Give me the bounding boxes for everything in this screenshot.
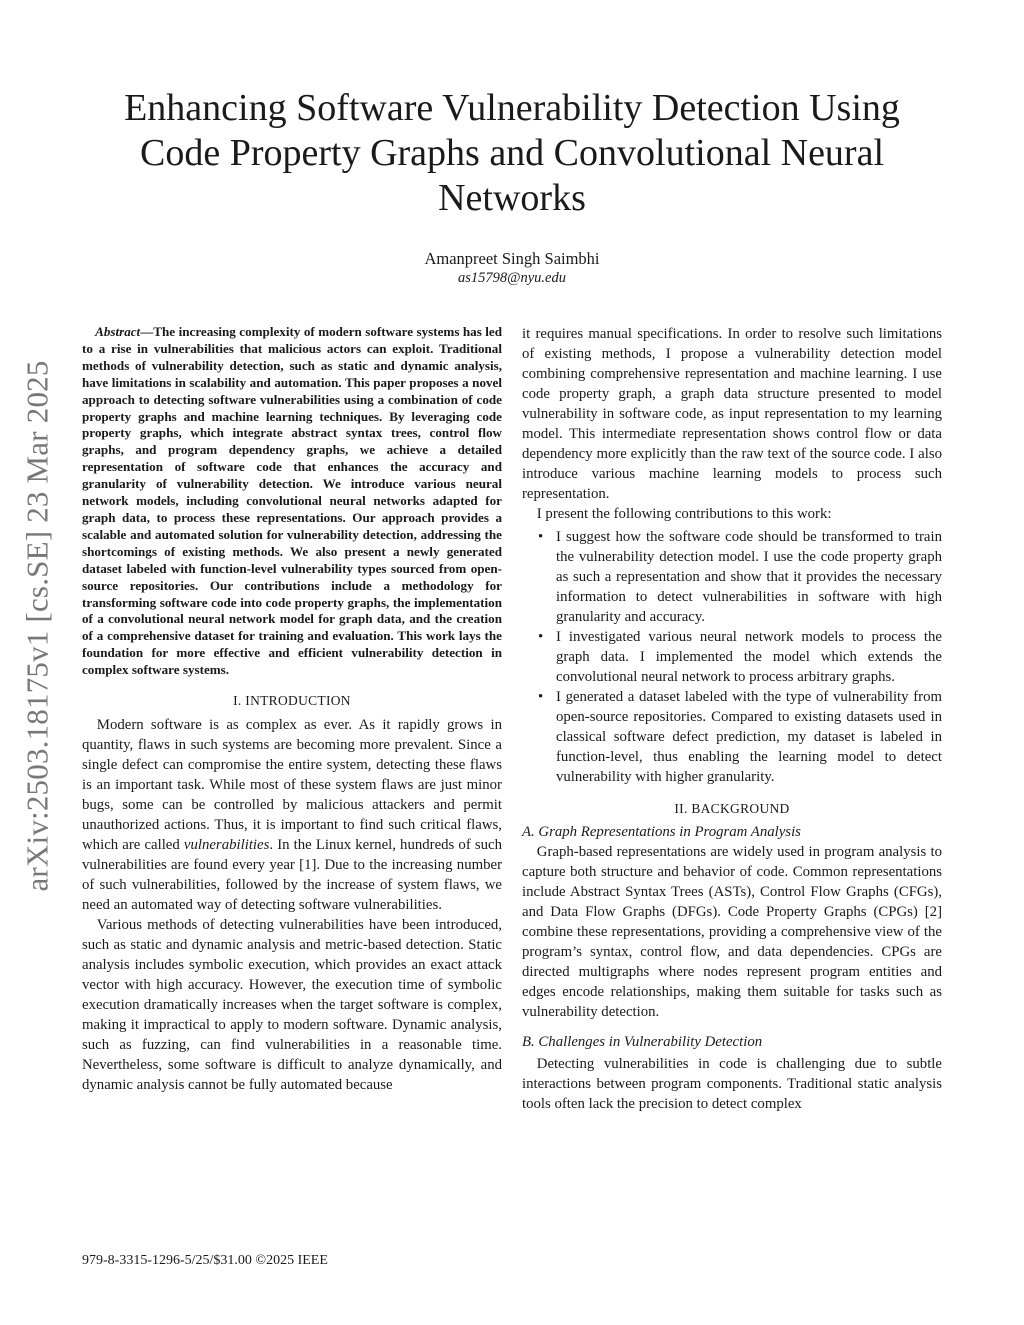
- background-paragraph-b: Detecting vulnerabilities in code is challenging due to subtle interactions between program components. Traditional static analysis tools often lack the precision to detect complex: [522, 1056, 942, 1112]
- contribution-text: I investigated various neural network models to process the graph data. I implemented the model which extends the convolutional neural network to process arbitrary graphs.: [556, 629, 942, 685]
- list-item: [538, 627, 942, 687]
- bullet-icon: •: [538, 529, 544, 545]
- contributions-list: [522, 527, 942, 787]
- subsection-heading-b: B. Challenges in Vulnerability Detection: [522, 1034, 763, 1050]
- arxiv-identifier-stamp: [4, 320, 72, 932]
- author-block: [212, 248, 812, 288]
- section-heading-introduction: I. INTRODUCTION: [233, 693, 351, 709]
- intro-p1-end: . In the Linux kernel, hundreds of such vulnerabilities are found every year [1]. Due to the increasing number of such vulnerabilities, followed by the increase of system flaws, we need an automated way of detecting software vulnerabilities.: [82, 837, 502, 914]
- contribution-text: I suggest how the software code should be transformed to train the vulnerability detection model. I use the code property graph as such a representation and show that it provides the necessary information to detect vulnerabilities in software with high granularity and accuracy.: [556, 529, 942, 625]
- intro-paragraph-2-continued: it requires manual specifications. In order to resolve such limitations of existing methods, I propose a vulnerability detection model combining comprehensive representation and machine learning. I use code property graph, a graph data structure presented to model vulnerability in software code, as input representation to my learning model. This intermediate representation shows control flow or data dependency more explicitly than the raw text of the source code. I also introduce various machine learning models to process such representation.: [522, 326, 942, 502]
- intro-p1-start: Modern software is as complex as ever. As it rapidly grows in quantity, flaws in such systems are becoming more prevalent. Since a single defect can compromise the entire system, detecting these flaws is an important task. While most of these system flaws are just minor bugs, some can be controlled by malicious attackers and permit unauthorized actions. Thus, it is important to find such critical flaws, which are called: [82, 717, 502, 854]
- list-item: [538, 527, 942, 627]
- contribution-text: I generated a dataset labeled with the type of vulnerability from open-source repositories. Compared to existing datasets used in classical software defect prediction, my dataset is labeled in function-level, thus enabling the learning model to detect vulnerability with higher granularity.: [556, 689, 942, 785]
- section-heading-background: II. BACKGROUND: [674, 801, 790, 816]
- bullet-icon: •: [538, 689, 544, 705]
- subsection-heading-a: A. Graph Representations in Program Analysis: [522, 824, 801, 840]
- arxiv-id-text: arXiv:2503.18175v1 [cs.SE] 23 Mar 2025: [20, 360, 55, 892]
- author-email: as15798@nyu.edu: [458, 270, 566, 286]
- footer-copyright: 979-8-3315-1296-5/25/$31.00 ©2025 IEEE: [82, 1253, 328, 1268]
- list-item: [538, 687, 942, 787]
- left-column: [82, 324, 502, 1095]
- abstract-text: The increasing complexity of modern software systems has led to a rise in vulnerabilities that malicious actors can exploit. Traditional methods of vulnerability detection, such as static and dynamic analysis, have limitations in scalability and automation. This paper proposes a novel approach to detecting software vulnerabilities using a combination of code property graphs and machine learning techniques. By leveraging code property graphs, which integrate abstract syntax trees, control flow graphs, and program dependency graphs, we achieve a detailed representation of software code that enhances the accuracy and granularity of vulnerability detection. We introduce various neural network models, including convolutional neural networks adapted for graph data, to process these representations. Our approach provides a scalable and automated solution for vulnerability detection, addressing the shortcomings of existing methods. We also present a newly generated dataset labeled with function-level vulnerability types sourced from open-source repositories. Our contributions include a methodology for transforming software code into code property graphs, the implementation of a convolutional neural network model for graph data, and the creation of a comprehensive dataset for training and evaluation. This work lays the foundation for more effective and efficient vulnerability detection in complex software systems.: [82, 324, 502, 678]
- abstract-label: Abstract—: [95, 324, 154, 339]
- right-column: [522, 324, 942, 1114]
- intro-p1-emphasis: vulnerabilities: [183, 837, 270, 854]
- intro-paragraph-1: [82, 715, 502, 915]
- intro-paragraph-3: I present the following contributions to this work:: [536, 506, 832, 522]
- intro-paragraph-2: Various methods of detecting vulnerabilities have been introduced, such as static and dynamic analysis and metric-based detection. Static analysis includes symbolic execution, which provides an exact attack vector with high accuracy. However, the execution time of symbolic execution dramatically increases when the target software is complex, making it impractical to apply to modern software. Dynamic analysis, such as fuzzing, can find vulnerabilities in a reasonable time. Nevertheless, some software is difficult to analyze dynamically, and dynamic analysis cannot be fully automated because: [82, 917, 502, 1094]
- abstract: [82, 324, 502, 679]
- background-paragraph-a: Graph-based representations are widely used in program analysis to capture both structure and behavior of code. Common representations include Abstract Syntax Trees (ASTs), Control Flow Graphs (CFGs), and Data Flow Graphs (DFGs). Code Property Graphs (CPGs) [2] combine these representations, providing a comprehensive view of the program’s syntax, control flow, and data dependencies. CPGs are directed multigraphs where nodes represent program entities and edges encode relationships, making them suitable for tasks such as vulnerability detection.: [522, 844, 942, 1020]
- author-name: Amanpreet Singh Saimbhi: [424, 249, 600, 268]
- paper-title: Enhancing Software Vulnerability Detection Using Code Property Graphs and Convolutional Neural Networks: [124, 87, 900, 219]
- bullet-icon: •: [538, 629, 544, 645]
